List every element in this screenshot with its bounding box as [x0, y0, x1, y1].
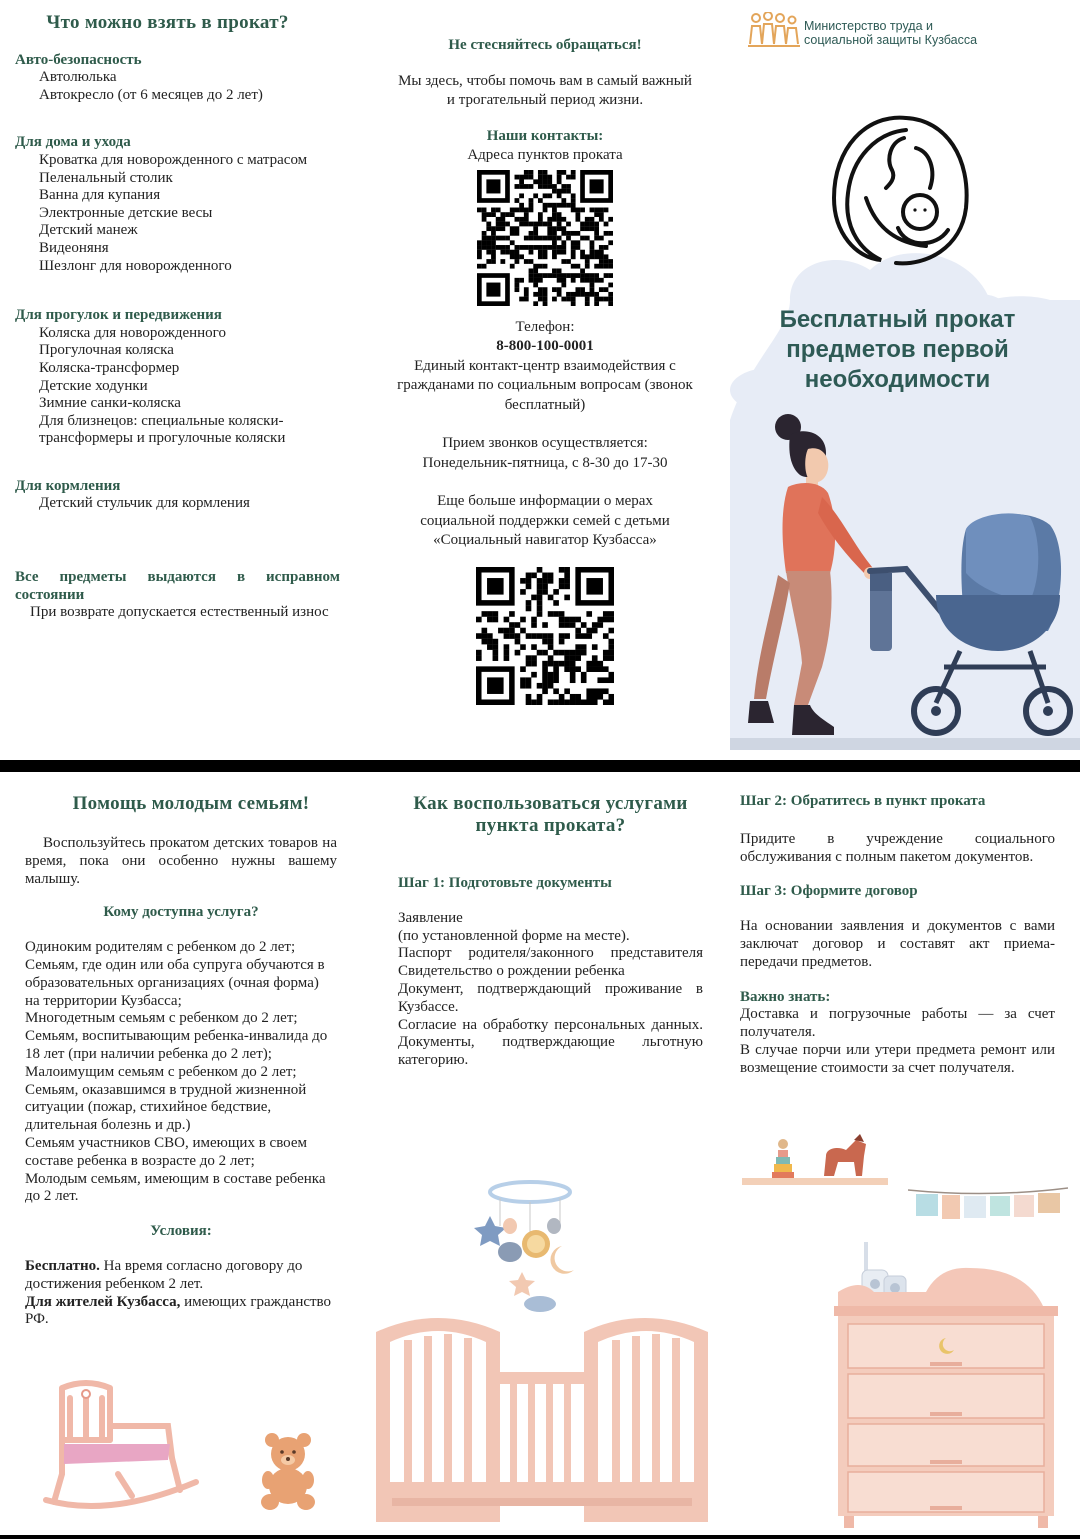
ministry-line-2: социальной защиты Кузбасса	[804, 33, 978, 47]
list-item: Ванна для купания	[39, 187, 161, 204]
cover-title-line-2: предметов первой	[786, 336, 1009, 363]
list-item: Шезлонг для новорожденного	[39, 257, 232, 274]
list-item: Электронные детские весы	[39, 204, 213, 221]
condition-1-text: На время согласно договору до достижения ребенком 2 лет.	[25, 1257, 303, 1292]
conditions-heading: Условия:	[150, 1223, 212, 1240]
important-2: В случае порчи или утери предмета ремонт или возмещение стоимости за счет получателя.	[740, 1041, 1055, 1076]
more-info-text: Еще больше информации о мерах социальной поддержки семей с детьми «Социальный навигатор Кузбасса»	[420, 493, 670, 548]
who-list	[25, 939, 337, 1206]
section-walks	[15, 307, 340, 448]
section-heading: Для кормления	[15, 477, 121, 494]
list-item: (по установленной форме на месте).	[398, 927, 630, 944]
section-heading: Авто-безопасность	[15, 51, 142, 68]
list-item: Многодетным семьям с ребенком до 2 лет;	[25, 1010, 298, 1027]
mother-baby-icon	[826, 108, 976, 268]
phone-number[interactable]: 8-800-100-0001	[496, 338, 594, 354]
list-item: Зимние санки-коляска	[39, 395, 181, 412]
step3-heading: Шаг 3: Оформите договор	[740, 883, 918, 900]
step1-heading: Шаг 1: Подготовьте документы	[398, 875, 612, 891]
important-1: Доставка и погрузочные работы — за счет получателя.	[740, 1006, 1055, 1041]
rental-items-column	[15, 14, 340, 622]
cover-panel	[730, 0, 1080, 760]
docs-list	[398, 910, 703, 1070]
condition-1	[25, 1258, 337, 1294]
list-item: Документ, подтверждающий проживание в Кузбассе.	[398, 980, 703, 1015]
list-item: Семьям, где один или оба супруга обучаются в образовательных организациях (очная форма) на территории Кузбасса;	[25, 956, 325, 1009]
cover-title	[730, 305, 1065, 395]
woman-stroller-illustration	[730, 405, 1080, 750]
contacts-column	[385, 36, 705, 705]
list-item: Семьям, воспитывающим ребенка-инвалида до 18 лет (при наличии ребенка до 2 лет);	[25, 1028, 328, 1062]
list-item: Кроватка для новорожденного с матрасом	[39, 151, 308, 168]
help-intro: Воспользуйтесь прокатом детских товаров на время, пока они особенно нужны вашему малышу.	[25, 835, 337, 887]
list-item: Семьям участников СВО, имеющих в своем составе ребенка в возрасте до 2 лет;	[25, 1134, 308, 1169]
phone-description: Единый контакт-центр взаимодействия с гражданами по социальным вопросам (звонок бесплатный)	[397, 357, 693, 413]
section-home-care	[15, 134, 340, 275]
step3-text: На основании заявления и документов с вами заключат договор и составят акт приема-передачи предметов.	[740, 918, 1055, 970]
list-item: Малоимущим семьям с ребенком до 2 лет;	[25, 1063, 297, 1080]
help-title: Помощь молодым семьям!	[72, 793, 310, 814]
condition-2-text: имеющих гражданство РФ.	[25, 1293, 332, 1328]
list-item: Автолюлька	[39, 69, 117, 86]
cover-title-line-1: Бесплатный прокат	[779, 306, 1016, 333]
cover-title-line-3: необходимости	[804, 366, 991, 393]
how-to-column	[398, 793, 703, 1070]
list-item: Прогулочная коляска	[39, 342, 174, 359]
section-auto-safety	[15, 52, 340, 105]
list-item: Молодым семьям, имеющим в составе ребенка до 2 лет.	[25, 1170, 326, 1205]
condition-note	[15, 569, 340, 622]
contacts-heading: Наши контакты:	[486, 127, 604, 144]
list-item: Детский манеж	[39, 222, 138, 239]
step2-text: Придите в учреждение социального обслуживания с полным пакетом документов.	[740, 830, 1055, 865]
section-heading: Для прогулок и передвижения	[15, 307, 222, 324]
how-to-title: Как воспользоваться услугами пункта проката?	[413, 793, 688, 836]
toy-shelf-illustration	[742, 1130, 892, 1192]
note-text: При возврате допускается естественный износ	[30, 604, 329, 621]
section-heading: Для дома и ухода	[15, 134, 131, 151]
hours-label: Прием звонков осуществляется:	[442, 435, 648, 451]
hours-value: Понедельник-пятница, с 8-30 до 17-30	[422, 454, 668, 471]
rocking-chair-illustration	[40, 1378, 200, 1513]
list-item: Паспорт родителя/законного представителя	[398, 945, 703, 962]
list-item: Коляска-трансформер	[39, 359, 180, 376]
navigator-qr-code[interactable]	[476, 567, 614, 705]
step2-heading: Шаг 2: Обратитесь в пункт проката	[740, 793, 986, 809]
changing-dresser-illustration	[830, 1262, 1062, 1532]
list-item: Детские ходунки	[39, 377, 148, 394]
list-item: Видеоняня	[39, 239, 109, 256]
baby-crib-illustration	[372, 1312, 712, 1532]
contact-intro: Мы здесь, чтобы помочь вам в самый важный и трогательный период жизни.	[398, 72, 692, 108]
list-item: Автокресло (от 6 месяцев до 2 лет)	[39, 86, 263, 103]
list-item: Свидетельство о рождении ребенка	[398, 963, 625, 980]
page-divider	[0, 760, 1080, 772]
who-heading: Кому доступна услуга?	[103, 904, 259, 921]
list-item: Заявление	[398, 909, 463, 926]
page-bottom-edge	[0, 1535, 1080, 1539]
note-heading: Все предметы выдаются в исправном состоянии	[15, 569, 340, 603]
condition-1-bold: Бесплатно.	[25, 1257, 100, 1274]
baby-mobile-illustration	[470, 1176, 590, 1316]
contact-heading: Не стесняйтесь обращаться!	[448, 37, 642, 53]
list-item: Коляска для новорожденного	[39, 324, 226, 341]
rental-items-title: Что можно взять в прокат?	[46, 12, 289, 33]
contacts-sub: Адреса пунктов проката	[467, 147, 623, 163]
ministry-name	[804, 19, 977, 47]
steps-column	[740, 793, 1055, 1078]
condition-2-bold: Для жителей Кузбасса,	[25, 1293, 181, 1310]
clothesline-illustration	[908, 1184, 1068, 1228]
list-item: Для близнецов: специальные коляски-трансформеры и прогулочные коляски	[39, 412, 286, 447]
phone-label: Телефон:	[515, 318, 575, 335]
addresses-qr-code[interactable]	[477, 170, 613, 306]
list-item: Семьям, оказавшимся в трудной жизненной ситуации (пожар, стихийное бедствие, длительная болезнь и др.)	[25, 1081, 307, 1134]
condition-2	[25, 1294, 337, 1330]
teddy-bear-icon	[260, 1432, 316, 1512]
list-item: Детский стульчик для кормления	[39, 495, 250, 512]
list-item: Одиноким родителям с ребенком до 2 лет;	[25, 939, 296, 956]
important-heading: Важно знать:	[740, 988, 831, 1005]
ministry-line-1: Министерство труда и	[804, 19, 933, 33]
help-families-column	[25, 793, 337, 1329]
ministry-logo-icon	[746, 12, 802, 48]
section-feeding	[15, 478, 340, 513]
list-item: Согласие на обработку персональных данных. Документы, подтверждающие льготную категорию.	[398, 1016, 703, 1069]
list-item: Пеленальный столик	[39, 169, 173, 186]
